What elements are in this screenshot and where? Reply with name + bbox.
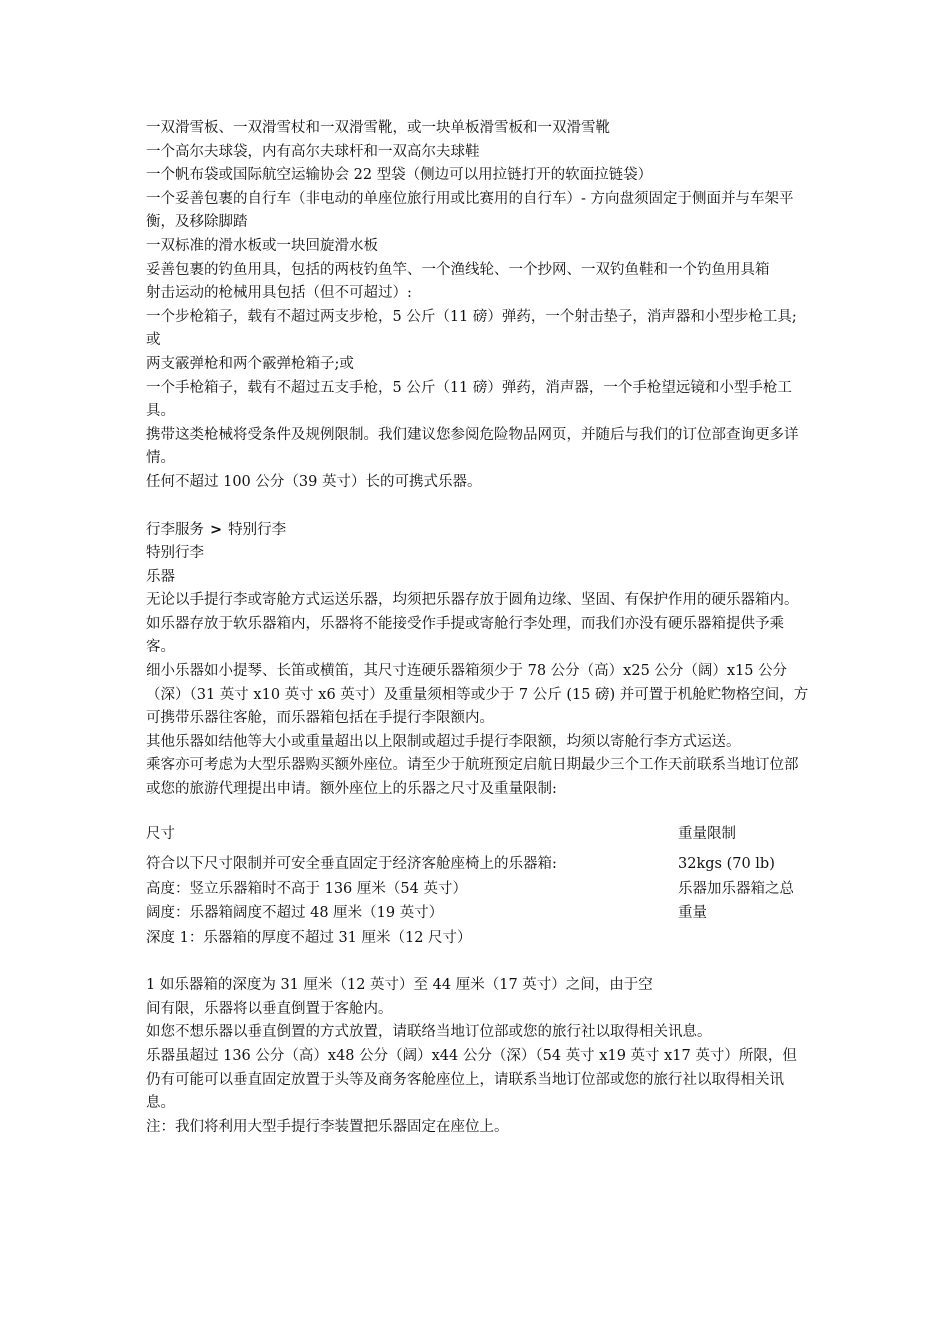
paragraph: 乘客亦可考虑为大型乐器购买额外座位。请至少于航班预定启航日期最少三个工作天前联系当地订位部或您的旅游代理提出申请。额外座位上的乐器之尺寸及重量限制: (146, 757, 799, 798)
document-page (146, 117, 810, 1139)
table-row (146, 877, 810, 902)
paragraph: 如您不想乐器以垂直倒置的方式放置，请联络当地订位部或您的旅行社以取得相关讯息。 (146, 1024, 712, 1041)
allowed-items-list (146, 117, 810, 495)
list-item: 一个手枪箱子，载有不超过五支手枪，5 公斤（11 磅）弹药，消声器，一个手枪望远镜和小型手枪工具。 (146, 379, 792, 420)
table-cell: 32kgs (70 lb) (678, 856, 775, 873)
paragraph: 其他乐器如结他等大小或重量超出以上限制或超过手提行李限额，均须以寄舱行李方式运送。 (146, 733, 741, 750)
table-cell: 阔度：乐器箱阔度不超过 48 厘米（19 英寸） (146, 905, 444, 922)
table-row (146, 926, 810, 951)
footnote-line: 1 如乐器箱的深度为 31 厘米（12 英寸）至 44 厘米（17 英寸）之间，由于空 (146, 977, 653, 994)
list-item: 妥善包裹的钓鱼用具，包括的两枝钓鱼竿、一个渔线轮、一个抄网、一双钓鱼鞋和一个钓鱼用具箱 (146, 261, 770, 278)
table-cell: 重量 (678, 905, 707, 922)
table-cell: 乐器加乐器箱之总 (678, 880, 794, 897)
size-weight-table (146, 822, 810, 951)
footnote (146, 974, 686, 1021)
table-cell: 符合以下尺寸限制并可安全垂直固定于经济客舱座椅上的乐器箱: (146, 856, 557, 873)
page-title: 特别行李 (146, 545, 204, 562)
table-row (146, 901, 810, 926)
table-cell (678, 926, 810, 951)
table-header-row (146, 822, 810, 847)
breadcrumb-separator: > (210, 521, 223, 538)
list-item: 射击运动的枪械用具包括（但不可超过）: (146, 285, 412, 302)
paragraph: 细小乐器如小提琴、长笛或横笛，其尺寸连硬乐器箱须少于 78 公分（高）x25 公分（阔）x15 公分（深）（31 英寸 x10 英寸 x6 英寸）及重量须相等或少于 7 公斤 (15 磅) 并可置于机舱贮物格空间，方可携带乐器往客舱，而乐器箱包括在手提行李限额内。 (146, 663, 809, 727)
paragraph: 乐器虽超过 136 公分（高）x48 公分（阔）x44 公分（深）（54 英寸 x19 英寸 x17 英寸）所限，但仍有可能可以垂直固定放置于头等及商务客舱座位上，请联系当地订位部或您的旅行社以取得相关讯息。 (146, 1047, 797, 1112)
list-item: 两支霰弹枪和两个霰弹枪箱子;或 (146, 355, 354, 372)
paragraph: 无论以手提行李或寄舱方式运送乐器，均须把乐器存放于圆角边缘、坚固、有保护作用的硬乐器箱内。如乐器存放于软乐器箱内，乐器将不能接受作手提或寄舱行李处理，而我们亦没有硬乐器箱提供予乘客。 (146, 592, 799, 656)
note: 注：我们将利用大型手提行李装置把乐器固定在座位上。 (146, 1118, 509, 1135)
list-item: 一个步枪箱子，载有不超过两支步枪，5 公斤（11 磅）弹药，一个射击垫子，消声器和小型步枪工具;或 (146, 308, 797, 349)
list-item: 任何不超过 100 公分（39 英寸）长的可携式乐器。 (146, 473, 482, 490)
section-subtitle: 乐器 (146, 568, 175, 585)
breadcrumb-parent-link[interactable]: 行李服务 (146, 521, 204, 538)
table-header-weight: 重量限制 (678, 825, 736, 842)
table-header-size: 尺寸 (146, 825, 175, 842)
list-item: 一双标准的滑水板或一块回旋滑水板 (146, 237, 378, 254)
list-item: 一个帆布袋或国际航空运输协会 22 型袋（侧边可以用拉链打开的软面拉链袋） (146, 167, 653, 184)
table-cell: 深度 1：乐器箱的厚度不超过 31 厘米（12 尺寸） (146, 929, 472, 946)
table-cell: 高度：竖立乐器箱时不高于 136 厘米（54 英寸） (146, 880, 467, 897)
list-item: 一双滑雪板、一双滑雪杖和一双滑雪靴，或一块单板滑雪板和一双滑雪靴 (146, 120, 610, 136)
list-item: 一个高尔夫球袋，内有高尔夫球杆和一双高尔夫球鞋 (146, 143, 480, 160)
table-row (146, 852, 810, 877)
breadcrumb (146, 519, 810, 543)
footnote-line: 间有限，乐器将以垂直倒置于客舱内。 (146, 1000, 393, 1017)
list-item: 携带这类枪械将受条件及规例限制。我们建议您参阅危险物品网页，并随后与我们的订位部查询更多详情。 (146, 426, 799, 467)
breadcrumb-current: 特别行李 (228, 521, 287, 538)
list-item: 一个妥善包裹的自行车（非电动的单座位旅行用或比赛用的自行车）- 方向盘须固定于侧面并与车架平衡，及移除脚踏 (146, 190, 794, 231)
